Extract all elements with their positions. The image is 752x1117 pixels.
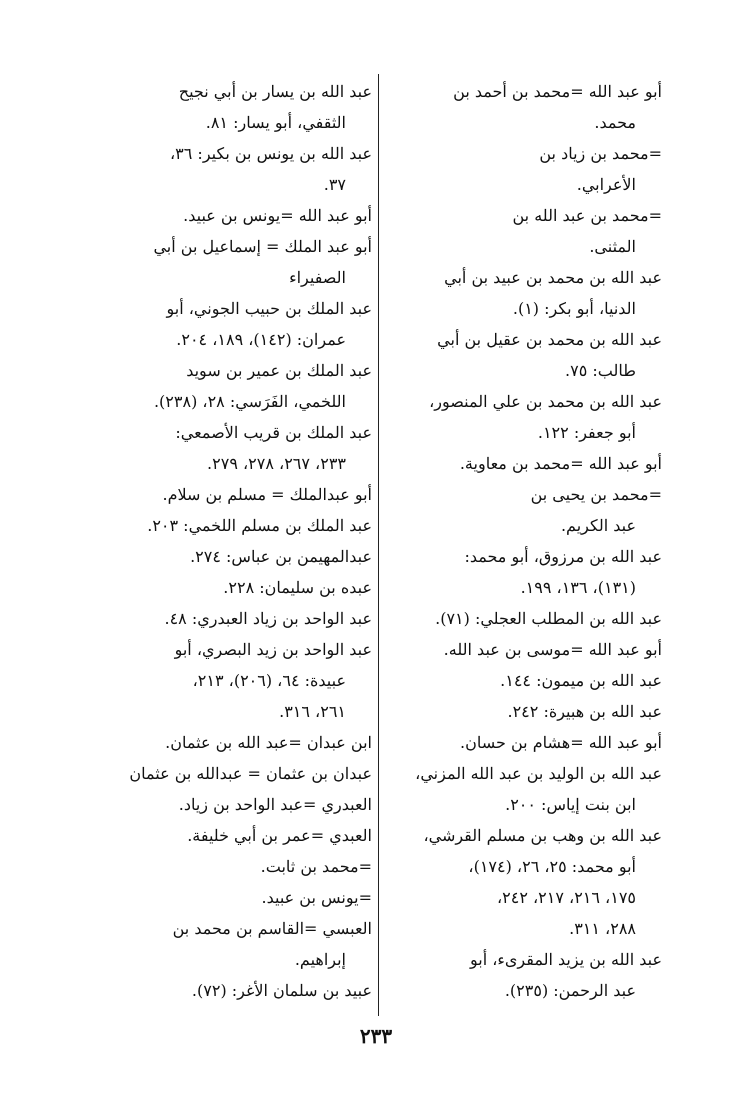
entry-continuation: الثقفي، أبو يسار: ٨١. (205, 113, 346, 132)
index-entry (98, 541, 372, 572)
entry-heading: العبدري =عبد الواحد بن زياد. (178, 795, 372, 814)
entry-continuation: عبد الكريم. (560, 516, 636, 535)
index-column-right (390, 76, 662, 1006)
entry-heading: عبد الله بن وهب بن مسلم القرشي، (423, 826, 662, 845)
index-entry (98, 913, 372, 975)
entry-continuation: عبد الرحمن: (٢٣٥). (504, 981, 636, 1000)
entry-continuation: الدنيا، أبو بكر: (١). (512, 299, 636, 318)
entry-continuation: أبو محمد: ٢٥، ٢٦، (١٧٤)، (468, 857, 636, 876)
entry-heading: عبد الله بن مرزوق، أبو محمد: (464, 547, 662, 566)
index-entry (390, 448, 662, 479)
entry-heading: عبد الله بن محمد بن عقيل بن أبي (437, 330, 662, 349)
entry-heading: أبو عبد الله =محمد بن معاوية. (459, 454, 662, 473)
entry-heading: أبو عبد الملك = إسماعيل بن أبي (153, 237, 372, 256)
entry-continuation: اللخمي، الفَرَسي: ٢٨، (٢٣٨). (153, 392, 346, 411)
entry-heading: عبدان بن عثمان = عبدالله بن عثمان (129, 764, 372, 783)
index-entry (98, 417, 372, 479)
index-entry (390, 324, 662, 386)
index-entry (98, 355, 372, 417)
index-entry (98, 200, 372, 231)
entry-heading: العبدي =عمر بن أبي خليفة. (187, 826, 372, 845)
index-entry (98, 758, 372, 789)
page-number: ٢٣٣ (359, 1024, 393, 1048)
index-entry (390, 200, 662, 262)
entry-heading: عبيد بن سلمان الأغر: (٧٢). (191, 981, 372, 1000)
entry-heading: عبد الملك بن قريب الأصمعي: (175, 423, 372, 442)
entry-heading: =محمد بن ثابت. (260, 857, 372, 876)
index-entry (390, 696, 662, 727)
entry-heading: عبد الله بن يسار بن أبي نجيح (178, 82, 372, 101)
entry-continuation: أبو جعفر: ١٢٢. (537, 423, 636, 442)
entry-heading: عبد الله بن هبيرة: ٢٤٢. (507, 702, 662, 721)
index-entry (98, 975, 372, 1006)
entry-continuation: محمد. (594, 113, 636, 132)
entry-heading: عبد الله بن المطلب العجلي: (٧١). (435, 609, 662, 628)
entry-continuation: إبراهيم. (294, 950, 346, 969)
entry-continuation: عمران: (١٤٢)، ١٨٩، ٢٠٤. (176, 330, 346, 349)
entry-heading: =محمد بن عبد الله بن (512, 206, 662, 225)
index-entry (390, 541, 662, 603)
entry-heading: عبدالمهيمن بن عباس: ٢٧٤. (190, 547, 372, 566)
entry-heading: عبد الملك بن عمير بن سويد (186, 361, 372, 380)
entry-continuation: الأعرابي. (576, 175, 636, 194)
entry-heading: =محمد بن زياد بن (539, 144, 662, 163)
index-entry (98, 138, 372, 200)
entry-heading: عبد الله بن الوليد بن عبد الله المزني، (415, 764, 662, 783)
index-entry (390, 603, 662, 634)
entry-heading: أبو عبد الله =يونس بن عبيد. (183, 206, 372, 225)
index-entry (98, 634, 372, 727)
index-entry (390, 386, 662, 448)
entry-continuation: ٣٧. (323, 175, 346, 194)
entry-continuation: ابن بنت إياس: ٢٠٠. (505, 795, 636, 814)
index-entry (390, 138, 662, 200)
entry-continuation: عبيدة: ٦٤، (٢٠٦)، ٢١٣، (192, 671, 346, 690)
index-entry (98, 479, 372, 510)
index-entry (390, 262, 662, 324)
entry-heading: =محمد بن يحيى بن (530, 485, 662, 504)
index-entry (390, 820, 662, 944)
entry-heading: العبسي =القاسم بن محمد بن (172, 919, 372, 938)
entry-heading: عبد الله بن يزيد المقرىء، أبو (469, 950, 662, 969)
entry-heading: عبد الملك بن حبيب الجوني، أبو (166, 299, 372, 318)
entry-continuation: الصفيراء (289, 268, 346, 287)
entry-continuation: المثنى. (589, 237, 636, 256)
index-column-left (98, 76, 372, 1006)
entry-heading: أبو عبد الله =محمد بن أحمد بن (453, 82, 662, 101)
index-entry (98, 510, 372, 541)
index-entry (390, 479, 662, 541)
entry-continuation: طالب: ٧٥. (565, 361, 636, 380)
index-entry (98, 76, 372, 138)
index-entry (98, 603, 372, 634)
entry-heading: أبو عبد الله =هشام بن حسان. (460, 733, 662, 752)
entry-heading: عبد الواحد بن زياد العبدري: ٤٨. (164, 609, 372, 628)
entry-heading: أبو عبدالملك = مسلم بن سلام. (162, 485, 372, 504)
entry-continuation: (١٣١)، ١٣٦، ١٩٩. (520, 578, 636, 597)
entry-heading: عبد الله بن محمد بن علي المنصور، (429, 392, 662, 411)
index-entry (98, 231, 372, 293)
index-entry (390, 727, 662, 758)
index-entry (98, 851, 372, 882)
index-entry (390, 665, 662, 696)
index-entry (390, 944, 662, 1006)
entry-continuation: ٢٨٨، ٣١١. (569, 919, 636, 938)
column-divider (378, 74, 379, 1016)
index-entry (98, 727, 372, 758)
entry-heading: =يونس بن عبيد. (261, 888, 372, 907)
entry-heading: عبد الملك بن مسلم اللخمي: ٢٠٣. (147, 516, 372, 535)
index-entry (98, 293, 372, 355)
entry-heading: ابن عبدان =عبد الله بن عثمان. (165, 733, 372, 752)
entry-heading: عبده بن سليمان: ٢٢٨. (223, 578, 372, 597)
index-entry (98, 789, 372, 820)
entry-continuation: ٢٦١، ٣١٦. (279, 702, 346, 721)
entry-continuation: ١٧٥، ٢١٦، ٢١٧، ٢٤٢، (496, 888, 636, 907)
index-entry (98, 882, 372, 913)
entry-continuation: ٢٣٣، ٢٦٧، ٢٧٨، ٢٧٩. (207, 454, 346, 473)
index-entry (390, 758, 662, 820)
index-entry (98, 572, 372, 603)
entry-heading: عبد الله بن محمد بن عبيد بن أبي (444, 268, 662, 287)
index-entry (98, 820, 372, 851)
entry-heading: عبد الواحد بن زيد البصري، أبو (174, 640, 372, 659)
entry-heading: عبد الله بن يونس بن بكير: ٣٦، (169, 144, 372, 163)
index-entry (390, 634, 662, 665)
index-entry (390, 76, 662, 138)
entry-heading: عبد الله بن ميمون: ١٤٤. (500, 671, 662, 690)
entry-heading: أبو عبد الله =موسى بن عبد الله. (443, 640, 662, 659)
